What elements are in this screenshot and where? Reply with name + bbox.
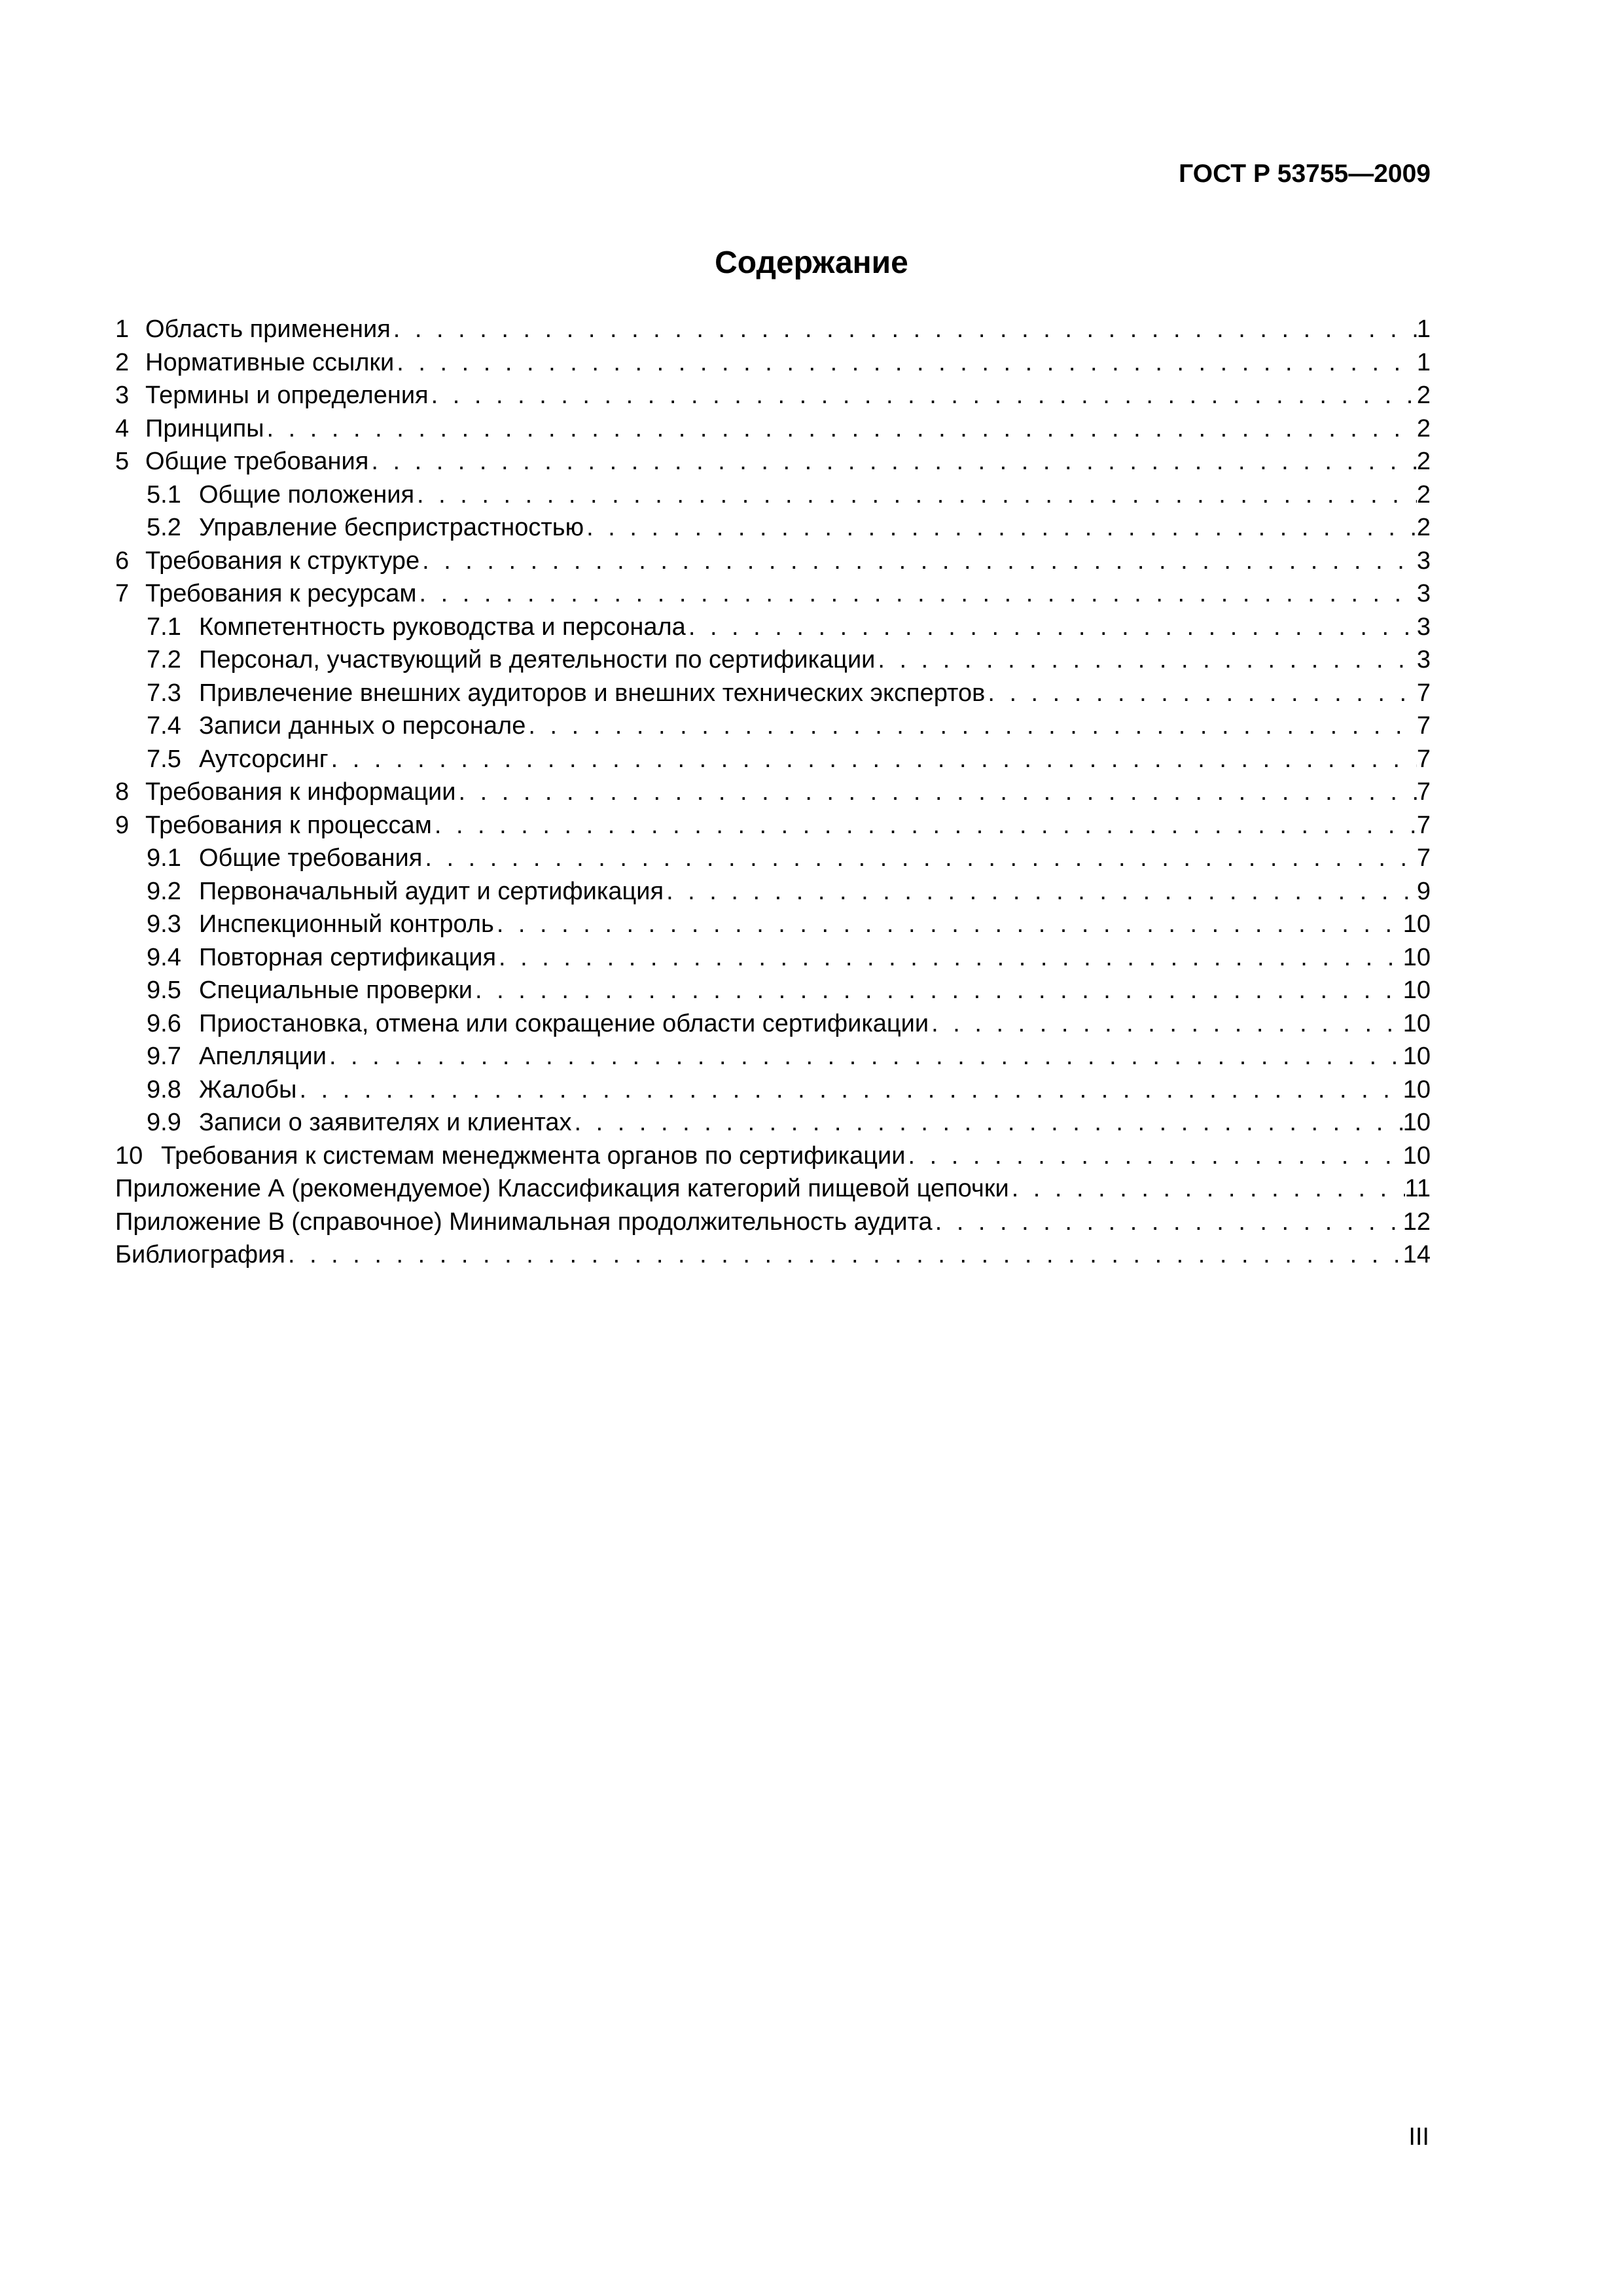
toc-entry-page: 7 — [1416, 679, 1431, 707]
toc-dot-leader — [296, 1073, 1402, 1107]
toc-entry-page: 2 — [1416, 514, 1431, 541]
toc-entry-number: 7.2 — [147, 646, 181, 673]
toc-title: Содержание — [715, 245, 908, 280]
toc-entry-title: Привлечение внешних аудиторов и внешних технических экспертов — [199, 679, 986, 707]
toc-dot-leader — [906, 1139, 1403, 1173]
toc-dot-leader — [875, 643, 1416, 677]
toc-entry[interactable] — [115, 511, 1431, 545]
toc-entry-number: 9.1 — [147, 844, 181, 872]
toc-dot-leader — [414, 478, 1417, 512]
toc-entry-title: Область применения — [145, 315, 391, 343]
toc-entry[interactable] — [115, 1238, 1431, 1272]
toc-entry-title: Требования к ресурсам — [145, 580, 417, 607]
toc-entry-number: 6 — [115, 547, 130, 575]
toc-entry[interactable] — [115, 875, 1431, 908]
toc-dot-leader — [526, 709, 1417, 743]
toc-entry-page: 14 — [1402, 1241, 1431, 1268]
toc-dot-leader — [394, 346, 1417, 380]
toc-entry[interactable] — [115, 545, 1431, 578]
toc-dot-leader — [473, 974, 1403, 1007]
toc-dot-leader — [664, 875, 1417, 908]
toc-entry-page: 1 — [1416, 315, 1431, 343]
toc-entry-page: 3 — [1416, 580, 1431, 607]
toc-dot-leader — [985, 677, 1417, 710]
toc-entry[interactable] — [115, 709, 1431, 743]
toc-entry[interactable] — [115, 577, 1431, 611]
table-of-contents — [115, 313, 1431, 1272]
toc-dot-leader — [285, 1238, 1403, 1272]
toc-dot-leader — [391, 313, 1417, 346]
toc-entry[interactable] — [115, 379, 1431, 412]
toc-entry-page: 3 — [1416, 547, 1431, 575]
toc-entry[interactable] — [115, 478, 1431, 512]
toc-entry-page: 7 — [1416, 778, 1431, 806]
toc-entry-page: 7 — [1416, 712, 1431, 740]
toc-entry-page: 10 — [1402, 1043, 1431, 1070]
toc-entry-number: 7.5 — [147, 745, 181, 773]
toc-entry-title: Требования к структуре — [145, 547, 420, 575]
toc-entry-title: Принципы — [145, 414, 264, 442]
toc-entry-page: 10 — [1402, 1141, 1431, 1170]
toc-entry-number: 7.3 — [147, 679, 181, 707]
toc-entry-title: Апелляции — [199, 1043, 327, 1070]
toc-entry-title: Требования к системам менеджмента органов по сертификации — [161, 1141, 906, 1170]
toc-entry-page: 2 — [1416, 448, 1431, 475]
toc-entry-title: Общие положения — [199, 480, 415, 509]
toc-entry[interactable] — [115, 412, 1431, 446]
toc-entry-title: Управление беспристрастностью — [199, 514, 584, 541]
toc-entry[interactable] — [115, 1172, 1431, 1206]
toc-entry-title: Инспекционный контроль — [199, 910, 494, 938]
toc-dot-leader — [419, 545, 1417, 578]
toc-entry[interactable] — [115, 677, 1431, 710]
toc-entry-number: 9.3 — [147, 910, 181, 938]
toc-dot-leader — [933, 1206, 1403, 1239]
toc-entry-page: 10 — [1402, 910, 1431, 938]
toc-dot-leader — [422, 842, 1417, 875]
toc-entry-title: Аутсорсинг — [199, 745, 329, 773]
toc-entry[interactable] — [115, 313, 1431, 346]
toc-dot-leader — [429, 379, 1417, 412]
toc-entry-number: 7.4 — [147, 712, 181, 740]
toc-entry-number: 1 — [115, 315, 130, 343]
toc-entry-number: 5.2 — [147, 514, 181, 541]
toc-entry-number: 9.9 — [147, 1109, 181, 1136]
toc-entry[interactable] — [115, 1073, 1431, 1107]
toc-entry-number: 9.6 — [147, 1009, 181, 1037]
toc-entry-page: 12 — [1402, 1208, 1431, 1236]
toc-entry[interactable] — [115, 941, 1431, 975]
toc-entry-number: 7 — [115, 580, 130, 607]
toc-entry-page: 10 — [1402, 1109, 1431, 1136]
toc-entry-title: Термины и определения — [145, 382, 429, 409]
toc-dot-leader — [432, 809, 1417, 842]
toc-entry[interactable] — [115, 643, 1431, 677]
document-number-header: ГОСТ Р 53755—2009 — [1179, 160, 1431, 188]
toc-entry-title: Требования к процессам — [145, 811, 432, 839]
toc-entry[interactable] — [115, 842, 1431, 875]
toc-entry-number: 7.1 — [147, 613, 181, 641]
toc-entry-number: 4 — [115, 414, 130, 442]
toc-entry[interactable] — [115, 346, 1431, 380]
toc-entry-number: 9.5 — [147, 977, 181, 1004]
toc-entry-title: Общие требования — [199, 844, 423, 872]
toc-entry[interactable] — [115, 1139, 1431, 1173]
toc-dot-leader — [264, 412, 1417, 446]
toc-entry[interactable] — [115, 908, 1431, 941]
toc-entry[interactable] — [115, 1040, 1431, 1073]
toc-entry-page: 10 — [1402, 943, 1431, 971]
toc-entry[interactable] — [115, 974, 1431, 1007]
toc-entry-number: 9.7 — [147, 1043, 181, 1070]
toc-dot-leader — [494, 908, 1403, 941]
toc-entry-number: 9 — [115, 811, 130, 839]
toc-entry-number: 3 — [115, 382, 130, 409]
toc-dot-leader — [929, 1007, 1403, 1041]
toc-entry-title: Первоначальный аудит и сертификация — [199, 877, 664, 905]
toc-entry-number: 9.4 — [147, 943, 181, 971]
toc-dot-leader — [416, 577, 1416, 611]
toc-dot-leader — [686, 611, 1417, 644]
toc-entry-page: 3 — [1416, 646, 1431, 673]
toc-entry-title: Жалобы — [199, 1075, 297, 1103]
toc-entry-page: 2 — [1416, 480, 1431, 509]
toc-entry-number: 8 — [115, 778, 130, 806]
toc-entry-title: Требования к информации — [145, 778, 456, 806]
toc-entry-number: 5.1 — [147, 480, 181, 509]
toc-entry-page: 7 — [1416, 844, 1431, 872]
toc-entry-page: 11 — [1404, 1175, 1431, 1202]
toc-entry-title: Библиография — [115, 1241, 285, 1268]
toc-entry-page: 1 — [1416, 348, 1431, 376]
toc-entry-title: Записи данных о персонале — [199, 712, 526, 740]
toc-entry-title: Записи о заявителях и клиентах — [199, 1109, 572, 1136]
toc-entry-number: 9.2 — [147, 877, 181, 905]
toc-entry-number: 5 — [115, 448, 130, 475]
toc-dot-leader — [572, 1106, 1403, 1139]
toc-entry-title: Нормативные ссылки — [145, 348, 395, 376]
toc-entry-title: Приостановка, отмена или сокращение области сертификации — [199, 1009, 929, 1037]
toc-entry-title: Компетентность руководства и персонала — [199, 613, 686, 641]
toc-dot-leader — [455, 776, 1416, 809]
toc-entry[interactable] — [115, 1206, 1431, 1239]
toc-entry[interactable] — [115, 445, 1431, 478]
toc-entry[interactable] — [115, 776, 1431, 809]
toc-entry[interactable] — [115, 1007, 1431, 1041]
toc-entry-title: Приложение В (справочное) Минимальная продолжительность аудита — [115, 1208, 933, 1236]
toc-entry-page: 10 — [1402, 1009, 1431, 1037]
toc-entry-page: 2 — [1416, 414, 1431, 442]
toc-dot-leader — [329, 743, 1417, 776]
toc-dot-leader — [1009, 1172, 1405, 1206]
toc-entry-page: 3 — [1416, 613, 1431, 641]
page-number: III — [1408, 2123, 1429, 2151]
toc-entry-number: 2 — [115, 348, 130, 376]
toc-entry-title: Приложение А (рекомендуемое) Классификация категорий пищевой цепочки — [115, 1175, 1009, 1202]
toc-dot-leader — [496, 941, 1403, 975]
toc-entry-title: Повторная сертификация — [199, 943, 497, 971]
toc-entry-page: 10 — [1402, 977, 1431, 1004]
toc-dot-leader — [584, 511, 1417, 545]
toc-entry-title: Специальные проверки — [199, 977, 473, 1004]
toc-entry[interactable] — [115, 809, 1431, 842]
toc-dot-leader — [368, 445, 1417, 478]
toc-dot-leader — [327, 1040, 1403, 1073]
toc-entry-number: 10 — [115, 1141, 143, 1170]
toc-entry-title: Персонал, участвующий в деятельности по сертификации — [199, 646, 876, 673]
toc-entry-page: 7 — [1416, 745, 1431, 773]
toc-entry[interactable] — [115, 743, 1431, 776]
toc-entry-page: 9 — [1416, 877, 1431, 905]
toc-entry-number: 9.8 — [147, 1075, 181, 1103]
toc-entry[interactable] — [115, 611, 1431, 644]
toc-entry-page: 10 — [1402, 1075, 1431, 1103]
toc-entry-page: 7 — [1416, 811, 1431, 839]
toc-entry-title: Общие требования — [145, 448, 369, 475]
toc-entry-page: 2 — [1416, 382, 1431, 409]
toc-entry[interactable] — [115, 1106, 1431, 1139]
